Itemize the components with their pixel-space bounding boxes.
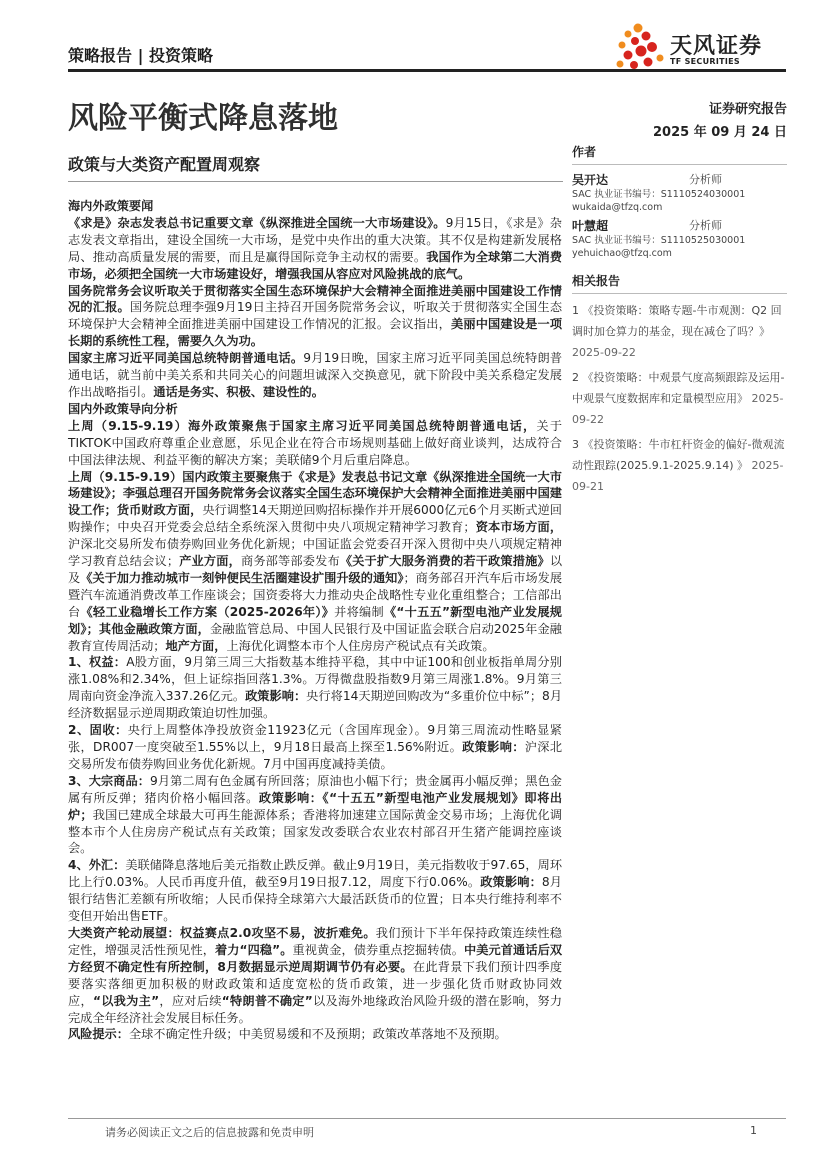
page-title: 风险平衡式降息落地 [68, 101, 338, 136]
analyst-card [572, 171, 787, 214]
related-report-item[interactable]: 3 《投资策略：牛市杠杆资金的偏好-微观流动性跟踪(2025.9.1-2025.9.14) 》 2025-09-21 [572, 438, 785, 493]
subtitle-divider [68, 181, 563, 182]
sidebar [572, 143, 787, 497]
section-heading: 国内外政策导向分析 [68, 401, 178, 416]
paragraph: 2、固收：央行上周整体净投放资金11923亿元（含国库现金）。9月第三周流动性略显紧张，DR007一度突破至1.55%以上，9月18日最高上探至1.56%附近。政策影响：沪深北交易所发布债券购回业务优化新规。7月中国再度减持美债。 [68, 723, 563, 771]
footer-divider [68, 1118, 786, 1119]
analyst-name: 叶慧超 [572, 219, 609, 233]
paragraph: 1、权益：A股方面，9月第三周三大指数基本维持平稳，其中中证100和创业板指单周分别涨1.08%和2.34%，但上证综指回落1.3%。万得微盘股指数9月第三周涨1.8%。9月第三周南向资金净流入337.26亿元。政策影响：央行将14天期逆回购改为“多重价位中标”；8月经济数据显示逆周期政策迫切性加强。 [68, 655, 563, 721]
page-number: 1 [750, 1124, 757, 1137]
analyst-card [572, 217, 787, 260]
paragraph: 4、外汇：美联储降息落地后美元指数止跌反弹。截止9月19日，美元指数收于97.65，周环比上行0.03%。人民币再度升值，截至9月19日报7.12，周度下行0.06%。政策影响：8月银行结售汇差额有所收缩；人民币保持全球第六大最活跃货币的位置；日本央行维持利率不变但开始出售ETF。 [68, 858, 563, 924]
paragraph: 上周（9.15-9.19）海外政策聚焦于国家主席习近平同美国总统特朗普通电话，关于TIKTOK中国政府尊重企业意愿，乐见企业在符合市场规则基础上做好商业谈判，达成符合中国法律法规、利益平衡的解决方案；美联储9个月后重启降息。 [68, 418, 563, 467]
authors-heading: 作者 [572, 145, 597, 159]
paragraph: 风险提示：全球不确定性升级；中美贸易缓和不及预期；政策改革落地不及预期。 [68, 1027, 507, 1042]
disclaimer-note: 请务必阅读正文之后的信息披露和免责申明 [105, 1126, 314, 1139]
logo-text-cn: 天风证券 [670, 34, 763, 59]
report-type: 证券研究报告 [708, 102, 787, 117]
company-logo [612, 22, 787, 72]
header-divider [68, 69, 786, 72]
analyst-cert: SAC 执业证书编号：S1110524030001 [572, 189, 746, 200]
related-heading: 相关报告 [572, 274, 621, 288]
paragraph: 《求是》杂志发表总书记重要文章《纵深推进全国统一大市场建设》。9月15日，《求是》杂志发表文章指出，建设全国统一大市场，是党中央作出的重大决策。其不仅是构建新发展格局、推动高质量发展的需要，而且是赢得国际竞争主动权的需要。我国作为全球第二大消费市场，必须把全国统一大市场建设好，增强我国从容应对风险挑战的底气。 [68, 215, 563, 281]
report-category: 策略报告 | 投资策略 [68, 46, 213, 65]
related-report-item[interactable]: 1 《投资策略：策略专题-牛市观测：Q2 回调时加仓算力的基金，现在减仓了吗？》 2025-09-22 [572, 304, 782, 359]
analyst-name: 吴开达 [572, 173, 609, 187]
analyst-email[interactable]: wukaida@tfzq.com [572, 202, 663, 213]
logo-text-en: TF SECURITIES [670, 57, 740, 66]
paragraph: 大类资产轮动展望：权益赛点2.0攻坚不易，波折难免。我们预计下半年保持政策连续性稳定性，增强灵活性预见性，着力“四稳”。重视黄金，债券重点挖掘转债。中美元首通话后双方经贸不确定性有所控制，8月数据显示逆周期调节仍有必要。在此背景下我们预计四季度要落实落细更加积极的财政政策和适度宽松的货币政策，进一步强化货币财政协同效应，“以我为主”，应对后续“特朗普不确定”以及海外地缘政治风险升级的潜在影响，努力完成全年经济社会发展目标任务。 [68, 925, 563, 1025]
page-subtitle: 政策与大类资产配置周观察 [68, 155, 261, 174]
analyst-role: 分析师 [689, 173, 722, 186]
paragraph: 3、大宗商品：9月第二周有色金属有所回落；原油也小幅下行；贵金属再小幅反弹；黑色金属有所反弹；猪肉价格小幅回落。政策影响：《“十五五”新型电池产业发展规划》即将出炉；我国已建成全球最大可再生能源体系；香港将加速建立国际黄金交易市场；上海优化调整本市个人住房房产税试点有关政策；国家发改委联合农业农村部召开生猪产能调控座谈会。 [68, 773, 563, 856]
sidebar-divider [572, 293, 787, 294]
report-body [68, 198, 562, 1043]
paragraph: 国务院常务会议听取关于贯彻落实全国生态环境保护大会精神全面推进美丽中国建设工作情况的汇报。国务院总理李强9月19日主持召开国务院常务会议，听取关于贯彻落实全国生态环境保护大会精神全面推进美丽中国建设工作情况的汇报。会议指出，美丽中国建设是一项长期的系统性工程，需要久久为功。 [68, 283, 563, 349]
sidebar-divider [572, 164, 787, 165]
related-report-item[interactable]: 2 《投资策略：中观景气度高频跟踪及运用-中观景气度数据库和定量模型应用》 2025-09-22 [572, 371, 785, 426]
report-date: 2025 年 09 月 24 日 [653, 125, 787, 140]
logo-mark-icon [612, 22, 668, 72]
paragraph: 国家主席习近平同美国总统特朗普通电话。9月19日晚，国家主席习近平同美国总统特朗普通电话，就当前中美关系和共同关心的问题坦诚深入交换意见，就下阶段中美关系稳定发展作出战略指引。通话是务实、积极、建设性的。 [68, 351, 563, 399]
analyst-cert: SAC 执业证书编号：S1110525030001 [572, 235, 746, 246]
analyst-role: 分析师 [689, 219, 722, 232]
section-heading: 海内外政策要闻 [68, 199, 154, 213]
analyst-email[interactable]: yehuichao@tfzq.com [572, 248, 672, 259]
paragraph: 上周（9.15-9.19）国内政策主要聚焦于《求是》发表总书记文章《纵深推进全国统一大市场建设》；李强总理召开国务院常务会议落实全国生态环境保护大会精神全面推进美丽中国建设工作；货币财政方面，央行调整14天期逆回购招标操作并开展6000亿元6个月买断式逆回购操作；中央召开党委会总结全系统深入贯彻中央八项规定精神学习教育；资本市场方面，沪深北交易所发布债券购回业务优化新规；中国证监会党委召开深入贯彻中央八项规定精神学习教育总结会议；产业方面，商务部等部委发布《关于扩大服务消费的若干政策措施》以及《关于加力推动城市一刻钟便民生活圈建设扩围升级的通知》；商务部召开汽车后市场发展暨汽车流通消费改革工作座谈会；国资委将大力推动央企战略性专业化重组整合；工信部出台《轻工业稳增长工作方案（2025-2026年）》并将编制《“十五五”新型电池产业发展规划》；其他金融政策方面，金融监管总局、中国人民银行及中国证监会联合启动2025年金融教育宣传周活动；地产方面，上海优化调整本市个人住房房产税试点有关政策。 [68, 469, 563, 653]
